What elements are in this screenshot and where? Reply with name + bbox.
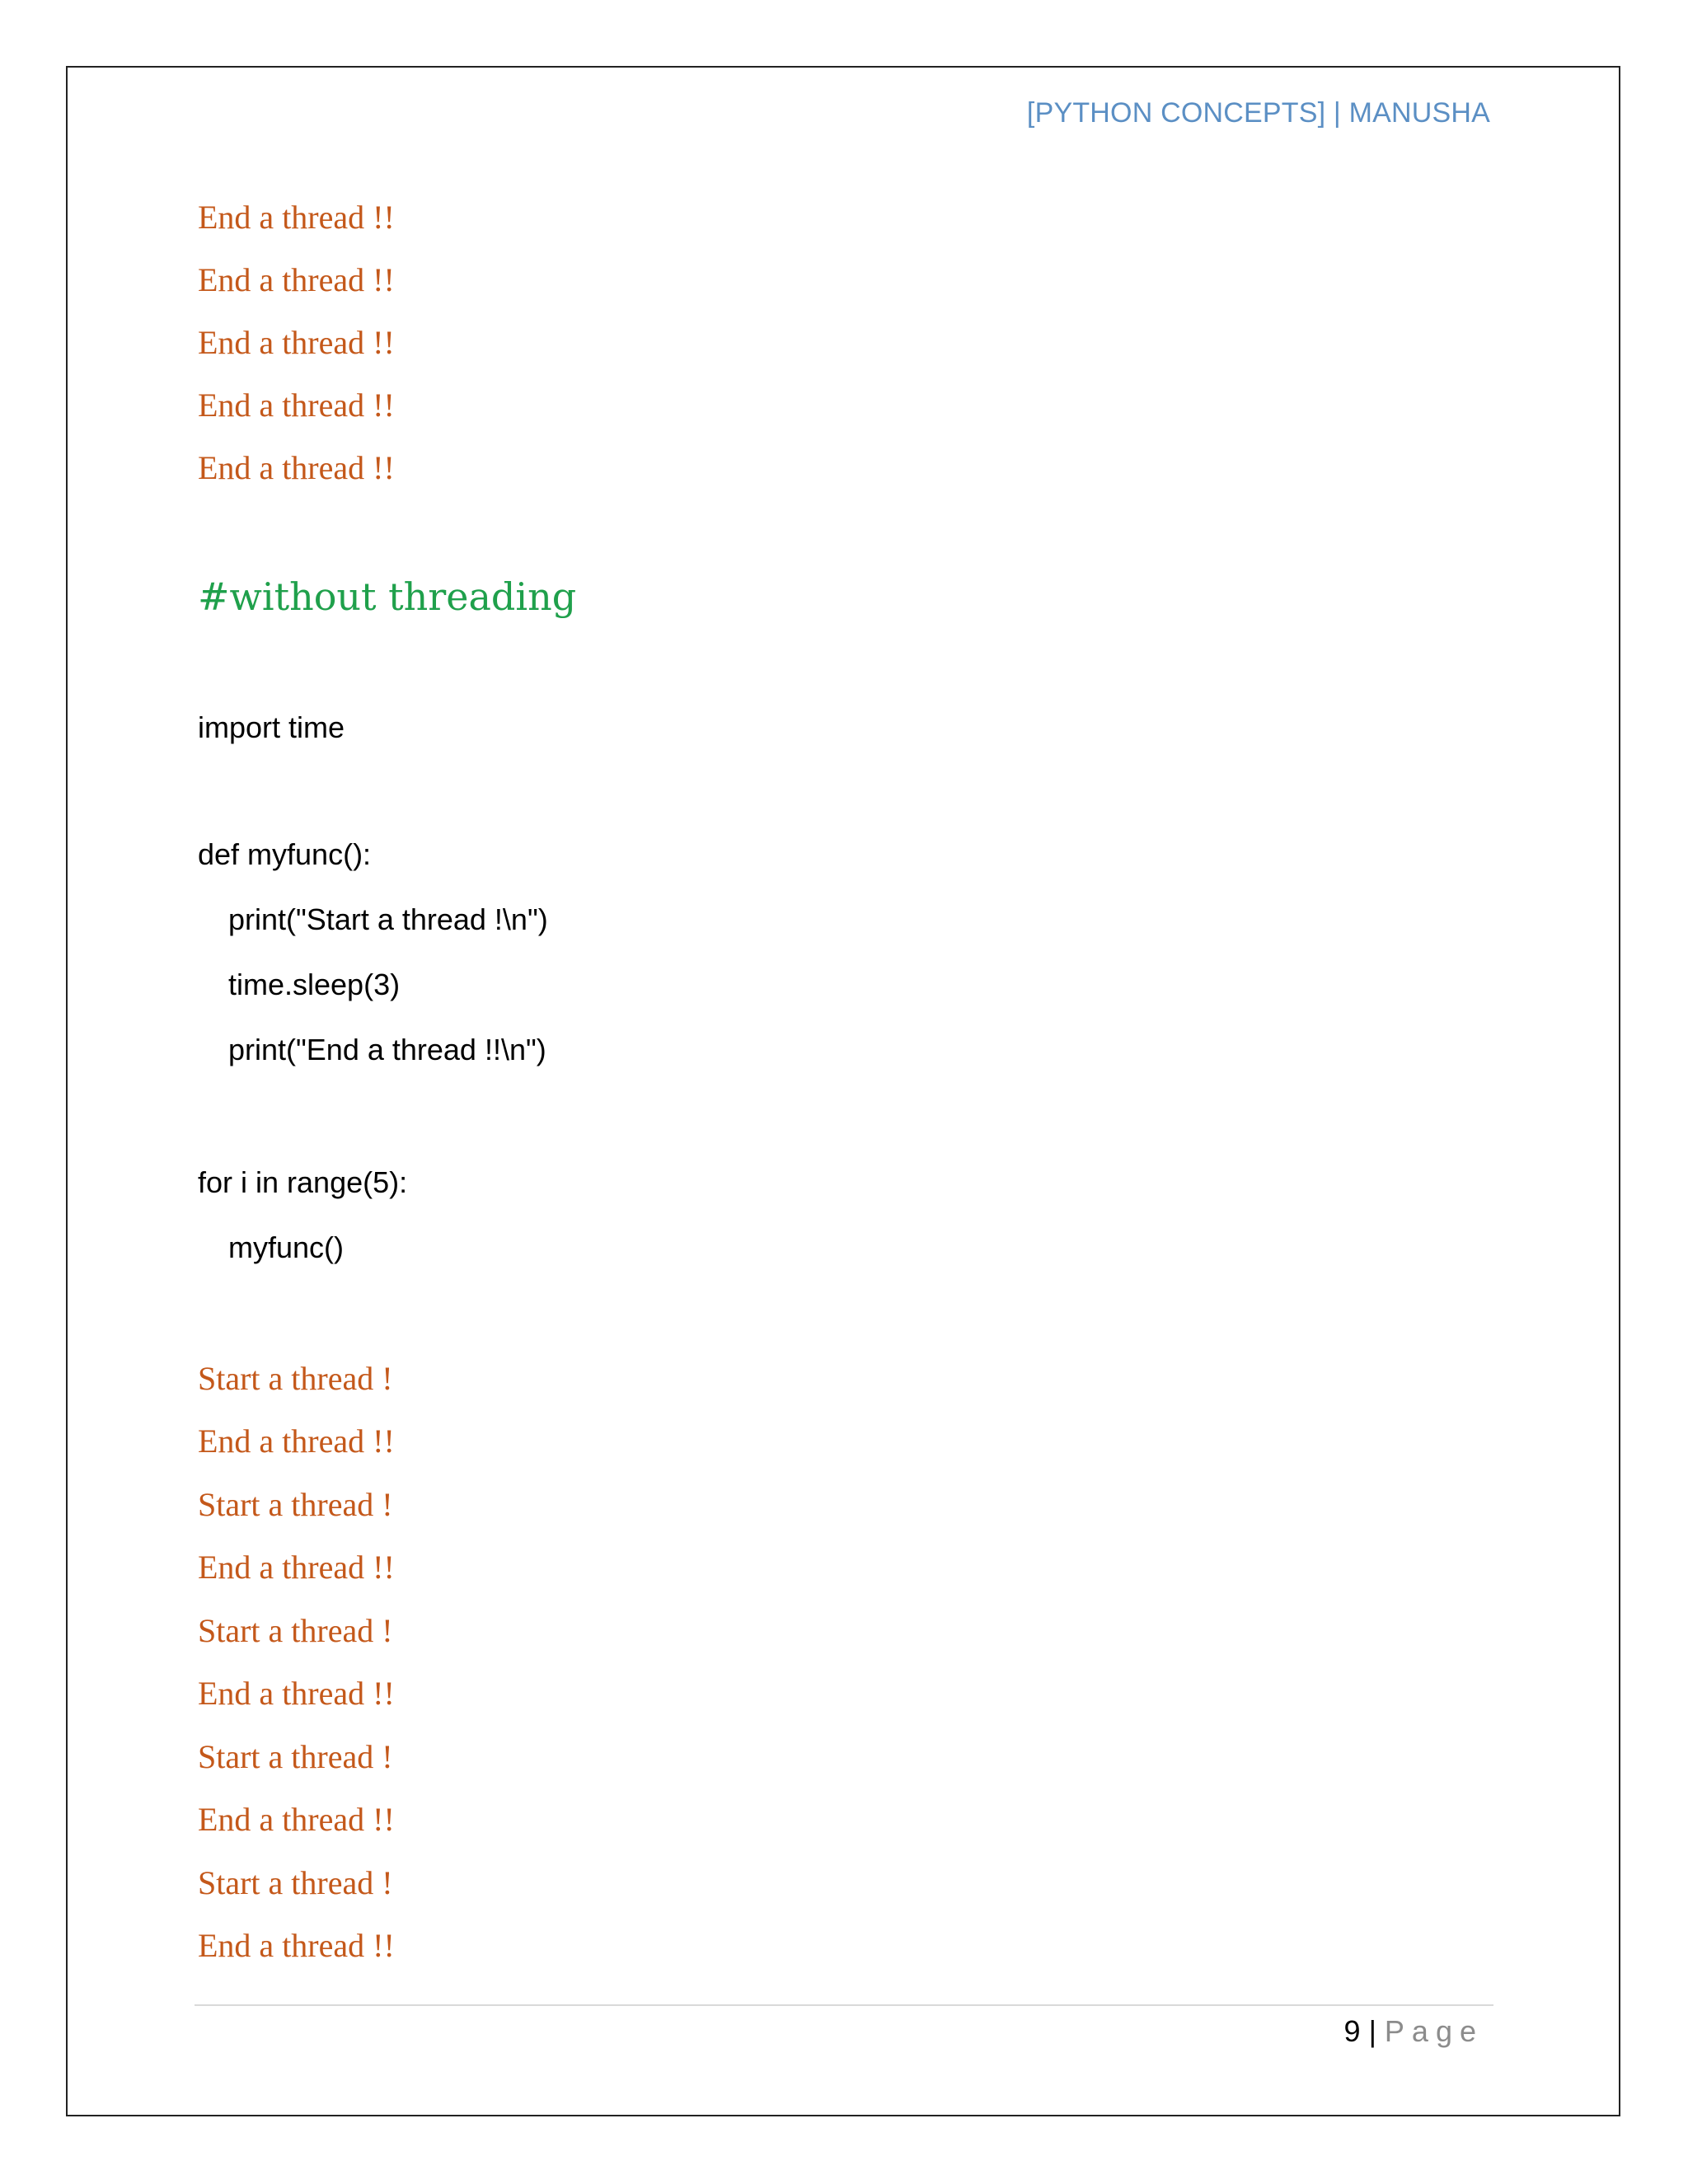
code-line-body: print("End a thread !!\n")	[228, 1033, 546, 1066]
output-line: End a thread !!	[198, 199, 395, 236]
code-line-for: for i in range(5):	[198, 1165, 408, 1199]
output-line: Start a thread !	[198, 1864, 393, 1901]
output-line: Start a thread !	[198, 1486, 393, 1523]
code-line-import: import time	[198, 710, 345, 744]
output-line: End a thread !!	[198, 449, 395, 486]
page-footer	[1344, 2014, 1484, 2049]
footer-rule	[195, 2004, 1493, 2006]
output-line: Start a thread !	[198, 1738, 393, 1775]
section-heading: #without threading	[198, 574, 577, 619]
output-line: End a thread !!	[198, 1675, 395, 1712]
code-line-body: print("Start a thread !\n")	[228, 902, 548, 936]
code-line-for-body: myfunc()	[228, 1230, 345, 1264]
running-header: [PYTHON CONCEPTS] | MANUSHA	[1026, 97, 1490, 129]
page-label: Page	[1384, 2014, 1484, 2048]
output-line: End a thread !!	[198, 1549, 395, 1586]
code-line-def: def myfunc():	[198, 837, 372, 871]
output-line: End a thread !!	[198, 1801, 395, 1838]
output-line: End a thread !!	[198, 1927, 395, 1964]
page-number: 9	[1343, 2014, 1361, 2048]
output-line: Start a thread !	[198, 1612, 393, 1649]
footer-separator: |	[1360, 2014, 1385, 2048]
code-line-body: time.sleep(3)	[228, 968, 401, 1001]
output-line: End a thread !!	[198, 324, 395, 361]
output-line: Start a thread !	[198, 1360, 393, 1397]
output-line: End a thread !!	[198, 261, 395, 298]
output-line: End a thread !!	[198, 387, 395, 424]
output-line: End a thread !!	[198, 1422, 395, 1460]
